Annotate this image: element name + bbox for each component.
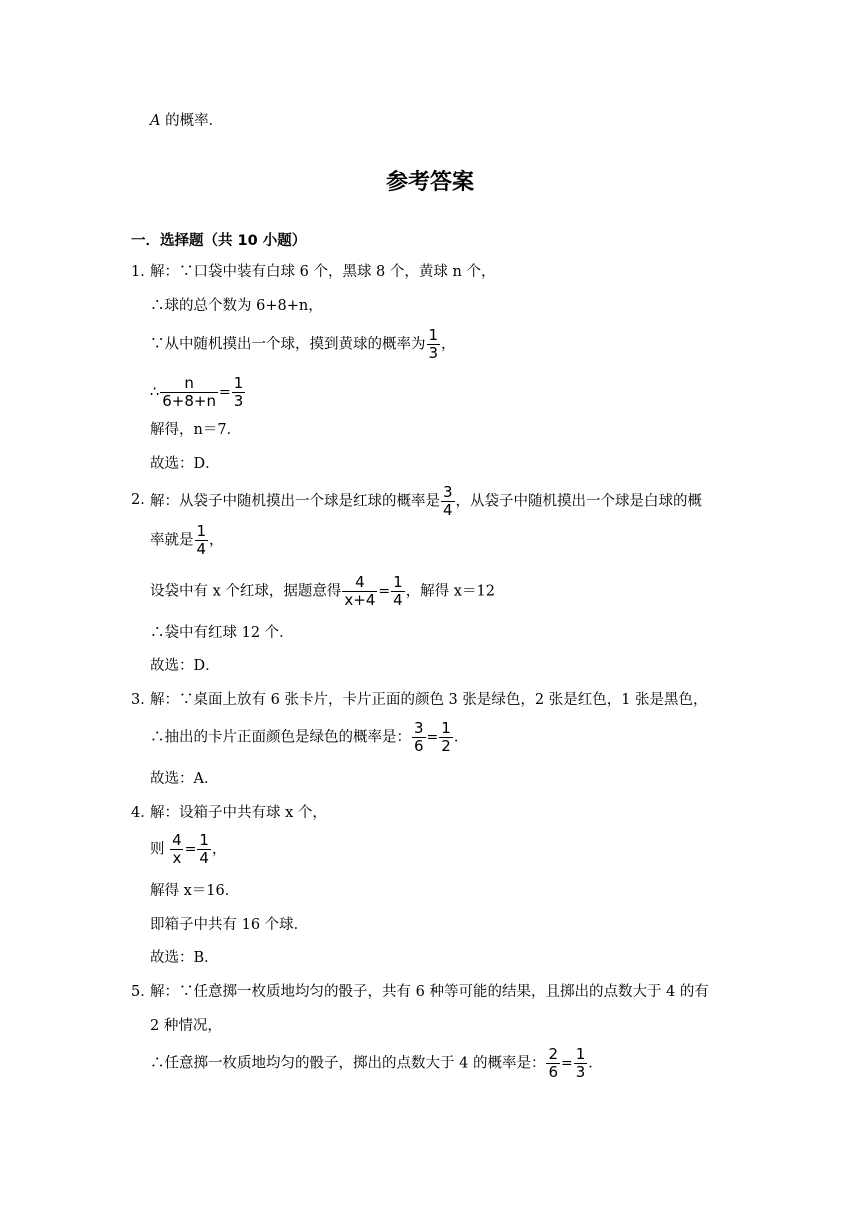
q4-number: 4． xyxy=(131,805,155,821)
q4-line1: 解：设箱子中共有球 x 个， xyxy=(150,805,327,821)
q2-line1-text-a: 解：从袋子中随机摸出一个球是红球的概率是 xyxy=(150,493,440,510)
continuation-text: 的概率． xyxy=(160,113,224,129)
equals-sign: = xyxy=(561,1055,573,1072)
q4-fraction-1-4 xyxy=(197,832,211,867)
q2-line2 xyxy=(150,523,224,558)
q3-line2 xyxy=(150,720,468,755)
fraction-denominator: 6+8+n xyxy=(162,392,216,410)
variable-a: A xyxy=(150,113,161,129)
equals-sign: = xyxy=(378,583,391,600)
fraction-denominator: 4 xyxy=(199,849,209,867)
fraction-numerator: 1 xyxy=(575,1045,586,1063)
fraction-denominator: x xyxy=(172,849,182,867)
fraction-denominator: 4 xyxy=(443,501,453,519)
q5-line3-text-b: ． xyxy=(588,1055,603,1072)
q5-fraction-1-3 xyxy=(574,1046,588,1081)
q1-fraction-1-3b xyxy=(232,375,246,410)
q3-line2-text-b: ． xyxy=(453,729,469,746)
fraction-denominator: 2 xyxy=(441,737,451,755)
q2-line3-text-a: 设袋中有 x 个红球，据题意得 xyxy=(150,583,342,600)
page-title: 参考答案 xyxy=(385,170,474,195)
q4-line3: 解得 x＝16． xyxy=(150,883,240,899)
fraction-denominator: 6 xyxy=(414,737,424,755)
q3-number: 3． xyxy=(131,692,155,708)
q3-answer: 故选：A． xyxy=(150,771,219,787)
fraction-numerator: n xyxy=(184,374,194,392)
fraction-denominator: 3 xyxy=(428,344,439,362)
q4-line2-text-b: ， xyxy=(211,841,227,858)
q4-line2 xyxy=(150,832,226,867)
q2-line2-text-a: 率就是 xyxy=(150,532,194,549)
q2-line1 xyxy=(150,484,702,519)
q2-line3 xyxy=(150,574,495,609)
fraction-denominator: 4 xyxy=(393,591,403,609)
q1-line3-end: ， xyxy=(441,336,456,353)
equals-sign: = xyxy=(426,729,439,746)
q1-number: 1． xyxy=(131,264,155,280)
fraction-numerator: 1 xyxy=(196,522,207,540)
fraction-numerator: 4 xyxy=(172,831,182,849)
q5-line3-text-a: ∴任意掷一枚质地均匀的骰子，掷出的点数大于 4 的概率是： xyxy=(150,1055,546,1072)
equals-sign: = xyxy=(184,841,197,858)
q5-line1: 解：∵任意掷一枚质地均匀的骰子，共有 6 种等可能的结果，且掷出的点数大于 4 的有 xyxy=(150,984,709,1000)
q1-fraction-n xyxy=(160,375,218,410)
fraction-denominator: 6 xyxy=(548,1063,558,1081)
fraction-numerator: 1 xyxy=(441,719,451,737)
q4-fraction-4-x xyxy=(170,832,184,867)
q2-fraction-4-x4 xyxy=(342,574,377,609)
q2-line1-text-b: ，从袋子中随机摸出一个球是白球的概 xyxy=(455,493,703,510)
q1-equation xyxy=(150,375,246,410)
q3-fraction-3-6 xyxy=(412,720,426,755)
q1-line5: 解得，n＝7． xyxy=(150,422,242,438)
q1-line2: ∴球的总个数为 6+8+n， xyxy=(150,298,323,314)
therefore-symbol: ∴ xyxy=(150,384,160,401)
q4-line4: 即箱子中共有 16 个球． xyxy=(150,917,309,933)
fraction-denominator: 4 xyxy=(196,540,207,558)
q5-line2: 2 种情况， xyxy=(150,1018,222,1034)
q2-fraction-1-4b xyxy=(391,574,405,609)
q4-answer: 故选：B． xyxy=(150,950,219,966)
fraction-numerator: 1 xyxy=(233,374,244,392)
fraction-numerator: 1 xyxy=(428,326,439,344)
q2-answer: 故选：D． xyxy=(150,658,220,674)
q2-fraction-3-4 xyxy=(441,484,455,519)
q5-fraction-2-6 xyxy=(546,1046,560,1081)
q5-line3 xyxy=(150,1046,603,1081)
q5-number: 5． xyxy=(131,984,155,1000)
q2-line2-text-b: ， xyxy=(209,532,224,549)
q3-line2-text-a: ∴抽出的卡片正面颜色是绿色的概率是： xyxy=(150,729,411,746)
fraction-numerator: 3 xyxy=(443,483,453,501)
fraction-denominator: 3 xyxy=(575,1063,586,1081)
q1-line3-text: ∵从中随机摸出一个球，摸到黄球的概率为 xyxy=(150,336,426,353)
fraction-numerator: 2 xyxy=(548,1045,558,1063)
q3-fraction-1-2 xyxy=(439,720,453,755)
continuation-line xyxy=(150,111,223,131)
q2-number: 2． xyxy=(131,492,155,508)
q1-line3 xyxy=(150,327,456,362)
fraction-numerator: 4 xyxy=(355,573,365,591)
fraction-denominator: 3 xyxy=(233,392,244,410)
q1-fraction-1-3 xyxy=(427,327,441,362)
q2-fraction-1-4 xyxy=(195,523,209,558)
fraction-denominator: x+4 xyxy=(344,591,376,609)
equals-sign: = xyxy=(218,384,231,401)
q3-line1: 解：∵桌面上放有 6 张卡片，卡片正面的颜色 3 张是绿色，2 张是红色，1 张是黑色， xyxy=(150,692,708,708)
fraction-numerator: 1 xyxy=(199,831,209,849)
q2-line3-text-b: ，解得 x＝12 xyxy=(405,583,495,600)
section-heading: 一．选择题（共 10 小题） xyxy=(131,233,307,249)
q2-line4: ∴袋中有红球 12 个． xyxy=(150,625,294,641)
q1-answer: 故选：D． xyxy=(150,456,220,472)
q1-line1: 解：∵口袋中装有白球 6 个，黑球 8 个，黄球 n 个， xyxy=(150,264,496,280)
fraction-numerator: 1 xyxy=(393,573,403,591)
fraction-numerator: 3 xyxy=(414,719,424,737)
q4-line2-text-a: 则 xyxy=(150,841,170,858)
